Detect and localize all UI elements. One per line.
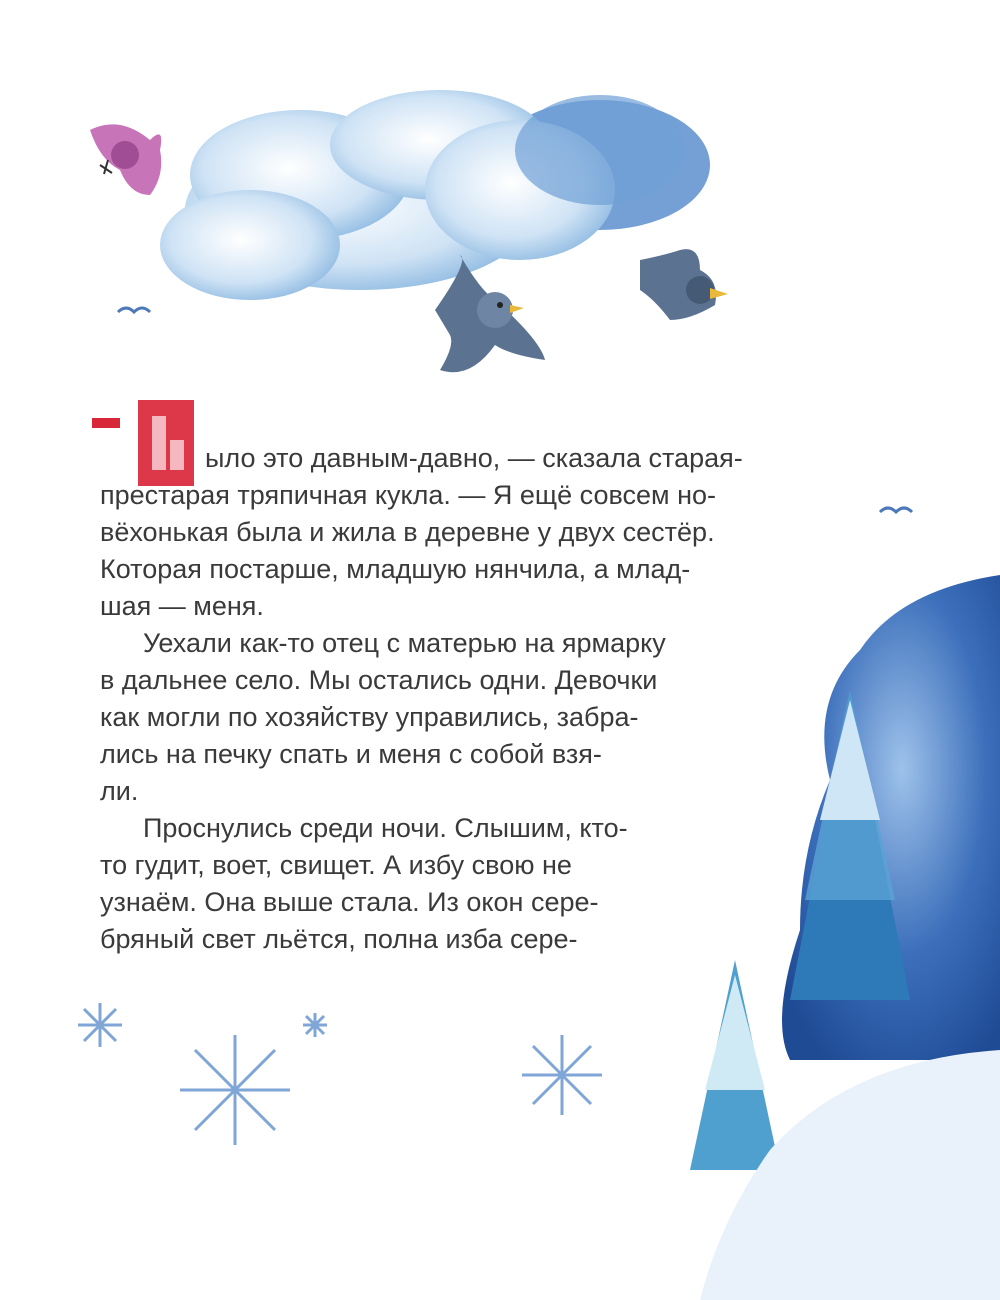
bird-icon — [118, 308, 150, 312]
text-line: престарая тряпичная кукла. — Я ещё совсем но- — [100, 480, 717, 510]
snowflake-icon — [78, 1003, 602, 1145]
text-line: узнаём. Она выше стала. Из окон сере- — [100, 887, 599, 917]
text-line: ыло это давным-давно, — сказала старая- — [205, 443, 743, 473]
text-line: бряный свет льётся, полна изба сере- — [100, 924, 578, 954]
text-line: в дальнее село. Мы остались одни. Девочки — [100, 665, 658, 695]
drop-cap-dash — [92, 418, 120, 428]
text-line: Которая постарше, младшую нянчила, а млад- — [100, 554, 691, 584]
text-line: то гудит, воет, свищет. А избу свою не — [100, 850, 572, 880]
text-line: шая — меня. — [100, 591, 264, 621]
bird-icon — [640, 249, 728, 320]
text-line: лись на печку спать и меня с собой взя- — [100, 739, 602, 769]
text-line: Проснулись среди ночи. Слышим, кто- — [143, 813, 628, 843]
text-line: как могли по хозяйству управились, забра- — [100, 702, 639, 732]
cloud-illustration — [160, 90, 710, 300]
tree-illustration — [690, 575, 1000, 1300]
bird-icon — [90, 124, 161, 195]
drop-cap — [130, 396, 202, 490]
bird-icon — [880, 508, 912, 512]
text-line: вёхонькая была и жила в деревне у двух сестёр. — [100, 517, 715, 547]
text-line: ли. — [100, 776, 139, 806]
text-line: Уехали как-то отец с матерью на ярмарку — [143, 628, 666, 658]
